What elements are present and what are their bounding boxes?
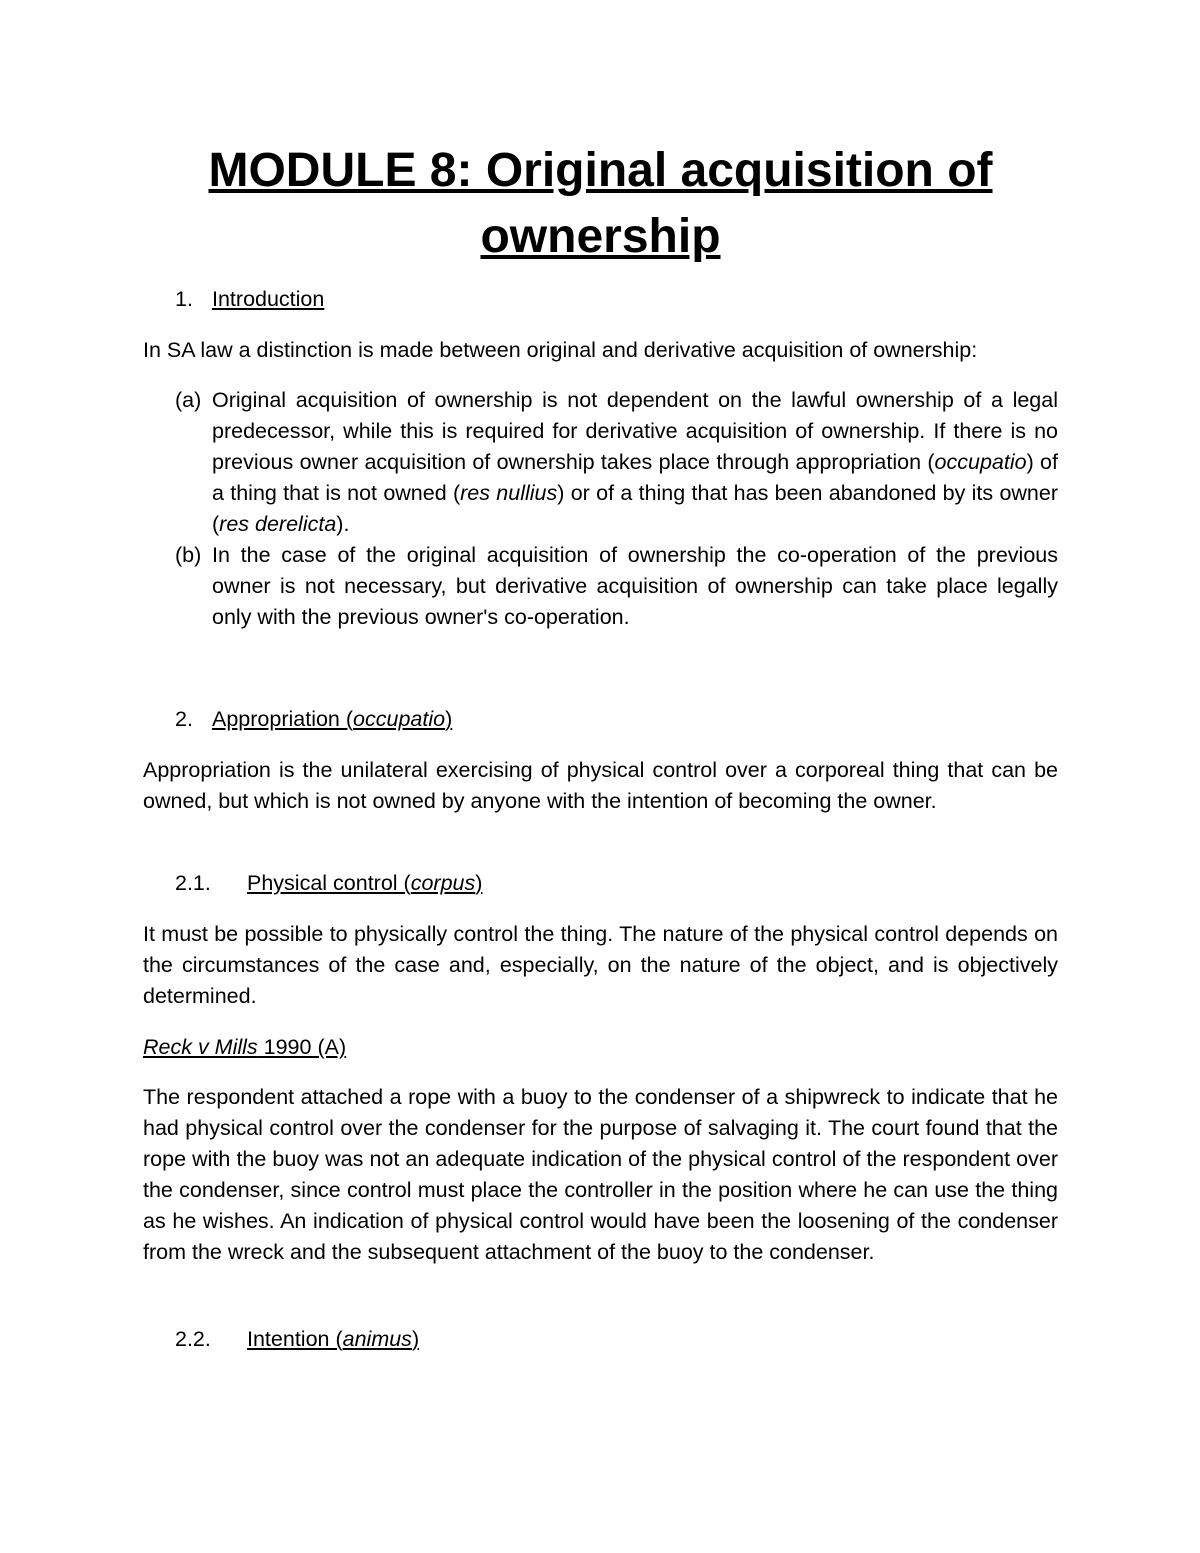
text-run: Physical control (: [247, 871, 411, 895]
section-number: 2.1.: [175, 871, 211, 895]
list-item-b: [175, 540, 1058, 633]
italic-term: res nullius: [460, 481, 558, 505]
section-number: 1.: [175, 287, 193, 311]
text-run: ).: [336, 512, 350, 536]
list-item-a: [175, 385, 1058, 540]
page-title: MODULE 8: Original acquisition of ownership: [208, 144, 993, 263]
italic-term: res derelicta: [219, 512, 337, 536]
section-title: [247, 868, 482, 899]
case-citation: [143, 1032, 1058, 1063]
text-run: ) or of a thing that has been abandoned by its owner (: [212, 481, 1059, 536]
list-item-label: (b): [175, 543, 202, 567]
section-title: Introduction: [212, 287, 325, 311]
text-run: ): [411, 1327, 420, 1351]
case-summary-paragraph: The respondent attached a rope with a buoy to the condenser of a shipwreck to indicate that he had physical control over the condenser for the purpose of salvaging it. The court found that the rope with the buoy was not an adequate indication of the physical control of the respondent over the condenser, since control must place the controller in the position where he can use the thing as he wishes. An indication of physical control would have been the loosening of the condenser from the wreck and the subsequent attachment of the buoy to the condenser.: [143, 1085, 1058, 1264]
text-run: Original acquisition of ownership is not dependent on the lawful ownership of a legal predecessor, while this is required for derivative acquisition of ownership. If there is no previous owner acquisition of ownership takes place through appropriation (: [212, 388, 1058, 474]
list-item-label: (a): [175, 388, 202, 412]
text-run: ): [445, 707, 453, 731]
physical-control-paragraph: It must be possible to physically control the thing. The nature of the physical control depends on the circumstances of the case and, especially, on the nature of the object, and is objectively determined.: [143, 922, 1058, 1008]
intro-paragraph: In SA law a distinction is made between original and derivative acquisition of ownership:: [143, 338, 978, 362]
section-number: 2.: [175, 707, 193, 731]
text-run: Intention (: [247, 1327, 343, 1351]
italic-term: occupatio: [934, 450, 1027, 474]
section-title: [247, 1324, 419, 1355]
italic-term: corpus: [410, 871, 476, 895]
list-item-text: [212, 385, 1058, 540]
appropriation-paragraph: Appropriation is the unilateral exercising of physical control over a corporeal thing that can be owned, but which is not owned by anyone with the intention of becoming the owner.: [143, 758, 1058, 813]
italic-term: occupatio: [353, 707, 446, 731]
italic-term: animus: [342, 1327, 412, 1351]
list-item-text: In the case of the original acquisition of ownership the co-operation of the previous owner is not necessary, but derivative acquisition of ownership can take place legally only with the previous owner's co-operation.: [212, 543, 1058, 629]
case-year-court: 1990 (A): [257, 1035, 347, 1059]
text-run: Appropriation (: [212, 707, 354, 731]
section-title: [212, 704, 452, 735]
section-number: 2.2.: [175, 1327, 211, 1351]
text-run: ): [475, 871, 483, 895]
text-run: ) of a thing that is not owned (: [212, 450, 1058, 505]
case-name: Reck v Mills: [143, 1035, 258, 1059]
